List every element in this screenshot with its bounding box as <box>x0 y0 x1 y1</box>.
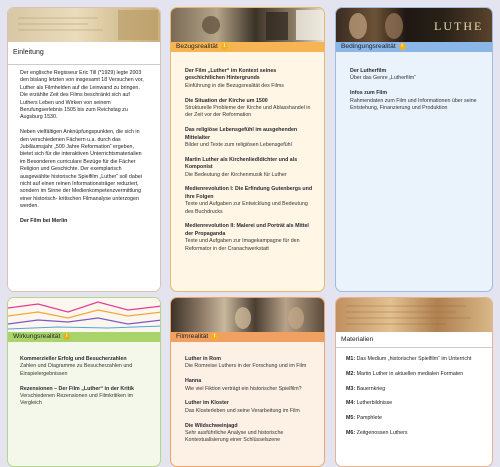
material-document-image <box>336 298 492 332</box>
list-item[interactable] <box>185 356 314 371</box>
list-item[interactable] <box>20 386 150 408</box>
item-label: Lutherbildnisse <box>355 400 393 407</box>
item-title: Medienrevolution II: Malerei und Porträt als Mittel der Propaganda <box>185 223 309 237</box>
film-title-bar <box>171 332 324 342</box>
item-number: M1: <box>346 356 356 362</box>
bezug-header-image <box>171 8 324 42</box>
item-title: Martin Luther als Kirchenliedldichter und als Komponist <box>185 156 298 171</box>
item-title: Luther im Kloster <box>185 400 229 407</box>
list-item[interactable] <box>185 186 314 216</box>
einleitung-title: Einleitung <box>8 42 160 65</box>
info-icon[interactable]: i <box>211 333 218 340</box>
list-item[interactable] <box>185 400 314 415</box>
bezug-title: Bezugsrealität <box>176 43 218 50</box>
item-title: Kommerzieller Erfolg und Besucherzahlen <box>20 356 127 362</box>
einleitung-body <box>20 70 148 233</box>
wirkung-list <box>20 356 150 415</box>
list-item[interactable] <box>350 68 482 83</box>
list-item[interactable] <box>346 415 482 422</box>
item-label: Das Medium „historischer Spielfilm“ im Unterricht <box>355 356 472 362</box>
item-number: M4: <box>346 400 356 407</box>
einleitung-paragraph: Der englische Regisseur Eric Till (*1929) legte 2003 den bislang letzten von insgesamt 18 Versuchen vor, Luther als Filmhelden auf die Leinwand zu bringen. Die erzählte Zeit des Films beschränkt sich auf Luthers Leben und Wirken von seinem Berufungserlebnis 1505 bis zum Reichstag zu Augsburg 1530. <box>20 70 144 121</box>
item-title: Die Wildschweinjagd <box>185 422 238 429</box>
bezug-woodcut-image <box>171 8 324 42</box>
einleitung-header-image <box>8 8 160 42</box>
list-item[interactable] <box>346 386 482 393</box>
item-subtitle: Texte und Aufgaben zur Entwicklung und Bedeutung des Buchdrucks <box>185 201 308 215</box>
wirkung-header-image <box>8 298 160 332</box>
item-subtitle: Texte und Aufgaben zur Imagekampagne für den Reformator in der Cranachwerkstatt <box>185 238 300 252</box>
item-subtitle: Sehr ausführliche Analyse und historische Kontextualisierung einer Schlüsselszene <box>185 430 284 444</box>
item-number: M2: <box>346 370 356 377</box>
item-subtitle: Rahmendaten zum Film und Informationen über seine Entstehung, Finanzierung und Produktion <box>350 97 477 112</box>
item-number: M6: <box>346 429 356 436</box>
item-title: Der Film „Luther“ im Kontext seines geschichtlichen Hintergrunds <box>185 68 277 82</box>
card-materialien <box>335 297 493 467</box>
bedingung-title-bar <box>336 42 492 52</box>
film-list <box>185 356 314 452</box>
bedingung-header-image <box>336 8 492 42</box>
wirkung-chart-image <box>8 298 160 332</box>
item-title: Der Lutherfilm <box>350 68 387 74</box>
item-subtitle: Strukturelle Probleme der Kirche und Ablasshandel in der Zeit vor der Reformation <box>185 105 311 119</box>
merlin-link[interactable]: Der Film bei Merlin <box>20 218 68 225</box>
item-subtitle: Wie viel Fiktion verträgt ein historischer Spielfilm? <box>185 385 302 392</box>
item-title: Medienrevolution I: Die Erfindung Gutenbergs und ihre Folgen <box>185 186 313 200</box>
card-filmrealitaet <box>170 297 325 467</box>
card-einleitung <box>7 7 161 292</box>
wirkung-title: Wirkungsrealität <box>13 333 61 340</box>
item-subtitle: Das Klosterleben und seine Verarbeitung im Film <box>185 407 300 414</box>
list-item[interactable] <box>346 430 482 437</box>
list-item[interactable] <box>185 378 314 393</box>
bedingung-banner-text: LUTHE <box>434 19 484 33</box>
list-item[interactable] <box>185 157 314 179</box>
list-item[interactable] <box>185 68 314 90</box>
list-item[interactable] <box>185 223 314 253</box>
film-stills-image <box>171 298 324 332</box>
item-subtitle: Die Romreise Luthers in der Forschung und im Film <box>185 363 307 370</box>
bezug-title-bar <box>171 42 324 52</box>
item-title: Luther in Rom <box>185 356 221 362</box>
list-item[interactable] <box>346 371 482 378</box>
item-subtitle: Zahlen und Diagramme zu Besucherzahlen und Einspielergebnissen <box>20 363 133 377</box>
item-subtitle: Einführung in die Bezugsrealität des Films <box>185 82 284 89</box>
list-item[interactable] <box>185 423 314 445</box>
item-title: Hanna <box>185 378 202 385</box>
bedingung-list <box>350 68 482 120</box>
item-label: Bauernkrieg <box>355 385 386 392</box>
material-title: Materialien <box>336 332 492 348</box>
item-label: Martin Luther in aktuellen medialen Formaten <box>355 370 464 377</box>
item-title: Infos zum Film <box>350 90 388 97</box>
item-number: M5: <box>346 415 356 422</box>
item-title: Die Situation der Kirche um 1500 <box>185 97 268 104</box>
info-icon[interactable]: i <box>221 43 228 50</box>
einleitung-paragraph: Neben vielfältigen Anknüpfungspunkten, die sich in den verschiedenen Fächern u.a. durch das Jubiläumsjahr „500 Jahre Reformation“ ergeben, bietet sich für die interaktiven Unterrichtsmaterialien im Besonderen curriculare Bezüge für die Fächer Religion und Geschichte. Der exemplarisch ausgewählte historische Spielfilm „Luther“ soll dabei nicht auf einen reinen Informationsträger reduziert, sondern im Sinne der Medienkompetenzvermittlung einer historisch- kritischen Filmanalyse unterzogen werden. <box>20 129 142 210</box>
info-icon[interactable]: i <box>399 43 406 50</box>
list-item[interactable] <box>350 90 482 112</box>
einleitung-manuscript-image <box>8 8 160 42</box>
item-subtitle: Verschiedenen Rezensionen und Filmkritiken im Vergleich <box>20 393 134 407</box>
bezug-list <box>185 68 314 260</box>
item-subtitle: Bilder und Texte zum religiösen Lebensgefühl <box>185 142 292 149</box>
bedingung-title: Bedingungsrealität <box>341 43 396 50</box>
item-title: Rezensionen – Der Film „Luther“ in der Kritik <box>20 385 134 392</box>
item-title: Das religiöse Lebensgefühl im ausgehenden Mittelalter <box>185 127 298 141</box>
bedingung-film-poster-image <box>336 8 492 42</box>
info-icon[interactable]: i <box>63 333 70 340</box>
item-label: Zeitgenossen Luthers <box>355 429 408 436</box>
card-wirkungsrealitaet <box>7 297 161 467</box>
item-number: M3: <box>346 385 356 392</box>
list-item[interactable] <box>346 356 482 363</box>
card-bezugsrealitaet <box>170 7 325 292</box>
list-item[interactable] <box>185 127 314 149</box>
wirkung-title-bar <box>8 332 160 342</box>
list-item[interactable] <box>185 98 314 120</box>
item-subtitle: Über das Genre „Lutherfilm“ <box>350 75 416 82</box>
card-bedingungsrealitaet <box>335 7 493 292</box>
material-list <box>346 356 482 445</box>
film-header-image <box>171 298 324 332</box>
material-header-image <box>336 298 492 332</box>
item-label: Pamphlete <box>355 415 382 422</box>
item-subtitle: Die Bedeutung der Kirchenmusik für Luther <box>185 171 287 178</box>
list-item[interactable] <box>20 356 150 378</box>
list-item[interactable] <box>346 400 482 407</box>
film-title: Filmrealität <box>176 333 209 340</box>
